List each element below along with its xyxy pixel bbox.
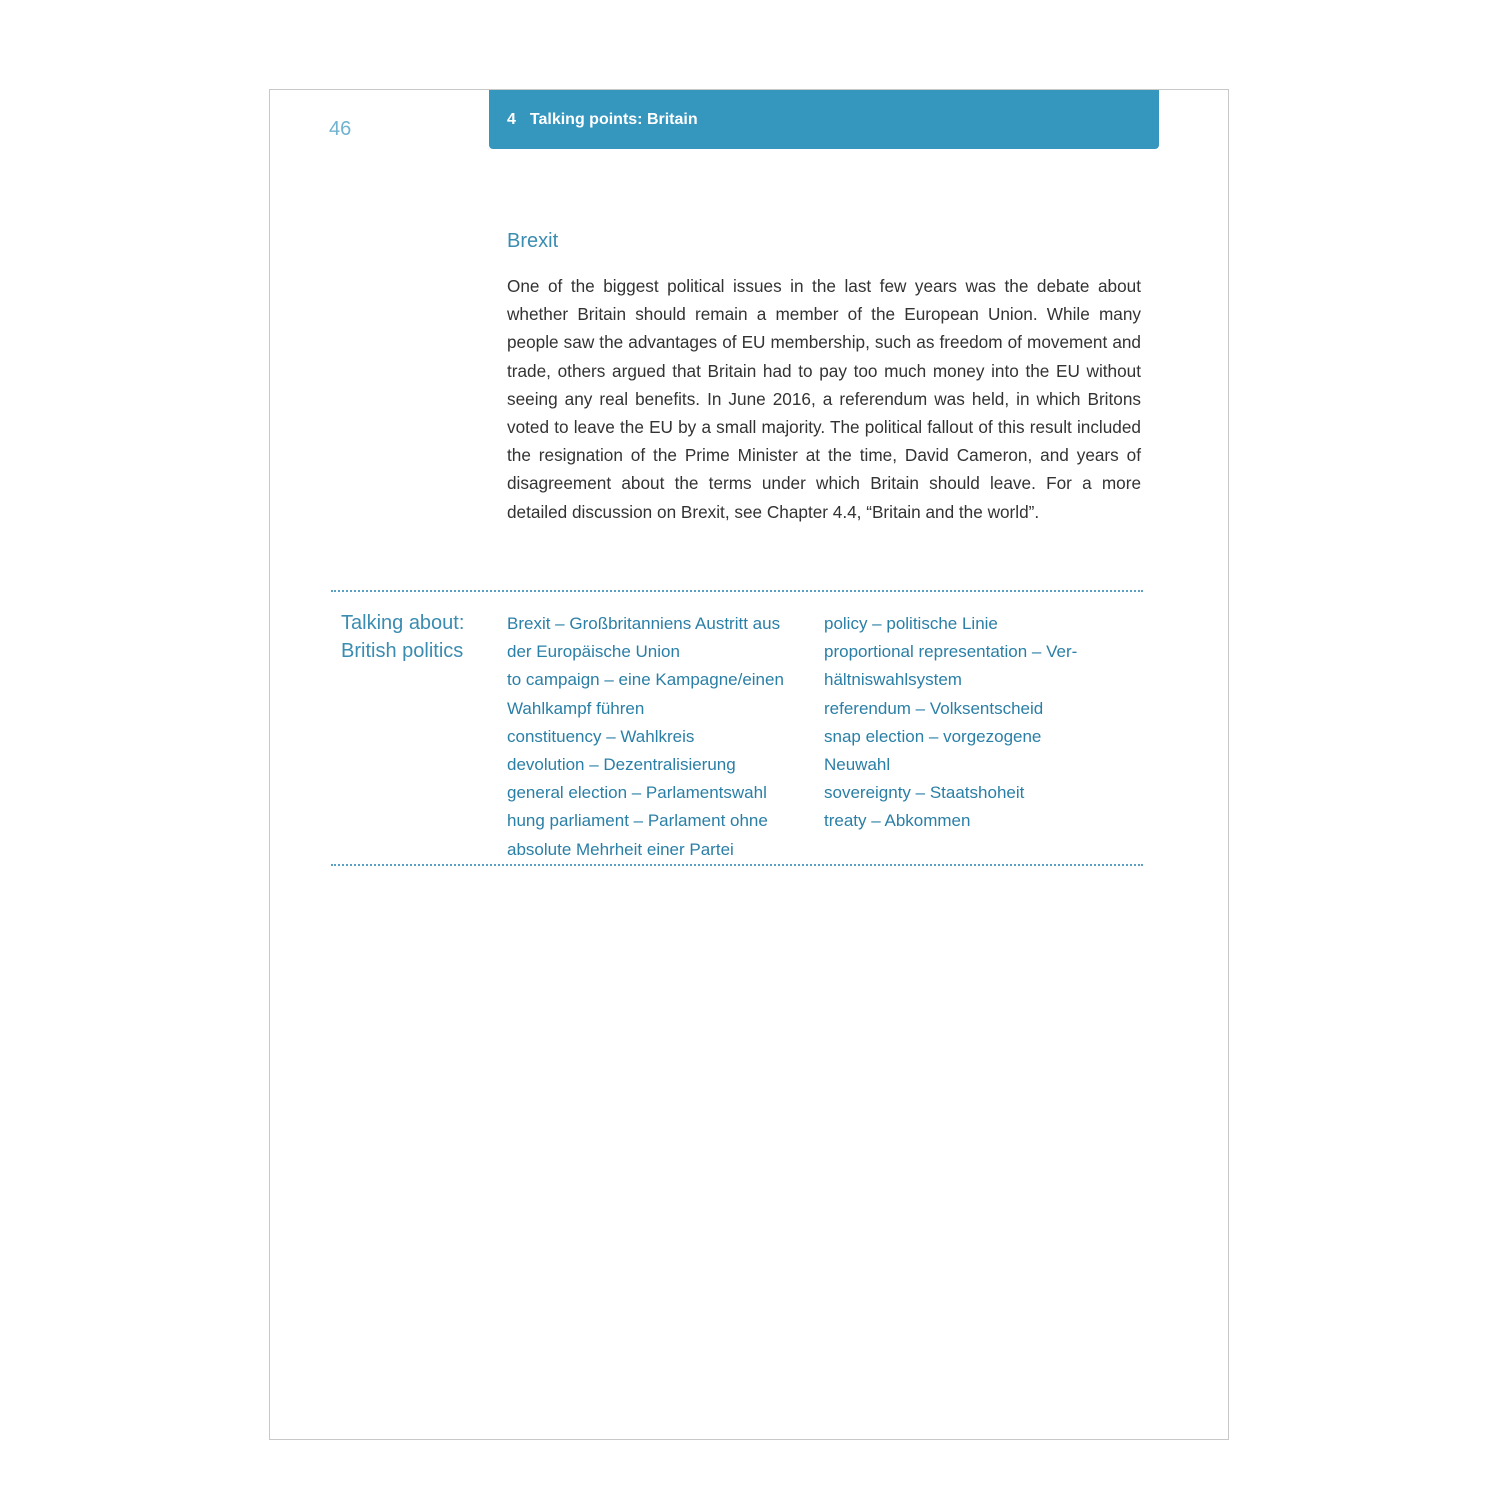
- vocab-line: hung parliament – Parlament ohne: [507, 811, 768, 831]
- document-page: [269, 89, 1229, 1440]
- divider-bottom: [331, 864, 1143, 866]
- talking-about-heading: [341, 609, 501, 665]
- vocab-line: constituency – Wahlkreis: [507, 726, 695, 746]
- vocab-line: general election – Parlamentswahl: [507, 783, 767, 803]
- vocab-line: Neuwahl: [824, 755, 891, 775]
- talking-about-heading-line2: British politics: [341, 640, 464, 662]
- vocab-line: absolute Mehrheit einer Partei: [507, 839, 734, 859]
- chapter-number: 4: [507, 110, 516, 128]
- vocab-line: hältniswahlsystem: [824, 670, 962, 690]
- talking-about-heading-line1: Talking about:: [341, 612, 465, 634]
- vocab-line: referendum – Volksentscheid: [824, 698, 1044, 718]
- vocab-line: sovereignty – Staatshoheit: [824, 783, 1025, 803]
- section-title: Brexit: [507, 230, 559, 252]
- vocab-line: policy – politische Linie: [824, 614, 998, 633]
- vocab-line: der Europäische Union: [507, 642, 680, 662]
- vocab-line: treaty – Abkommen: [824, 811, 971, 831]
- vocab-line: Brexit – Großbritanniens Austritt aus: [507, 614, 781, 633]
- chapter-title: Talking points: Britain: [529, 110, 698, 128]
- vocab-line: proportional representation – Ver-: [824, 642, 1078, 662]
- vocab-column-left: [507, 610, 819, 864]
- chapter-header-bar: [489, 90, 1159, 149]
- divider-top: [331, 590, 1143, 592]
- vocab-column-right: [824, 610, 1142, 836]
- vocab-line: Wahlkampf führen: [507, 698, 645, 718]
- vocab-line: devolution – Dezentralisierung: [507, 755, 736, 775]
- section-body-paragraph: One of the biggest political issues in the last few years was the debate about whether Britain should remain a member of the European Union. While many people saw the advantages of EU membership, such as freedom of movement and trade, others argued that Britain had to pay too much money into the EU without seeing any real benefits. In June 2016, a referendum was held, in which Britons voted to leave the EU by a small majority. The political fallout of this result included the resignation of the Prime Minister at the time, David Cameron, and years of disagreement about the terms under which Britain should leave. For a more detailed discussion on Brexit, see Chapter 4.4, “Britain and the world”.: [507, 276, 1141, 522]
- page-number: 46: [329, 118, 352, 140]
- vocab-line: snap election – vorgezogene: [824, 726, 1042, 746]
- vocab-line: to campaign – eine Kampagne/einen: [507, 670, 784, 690]
